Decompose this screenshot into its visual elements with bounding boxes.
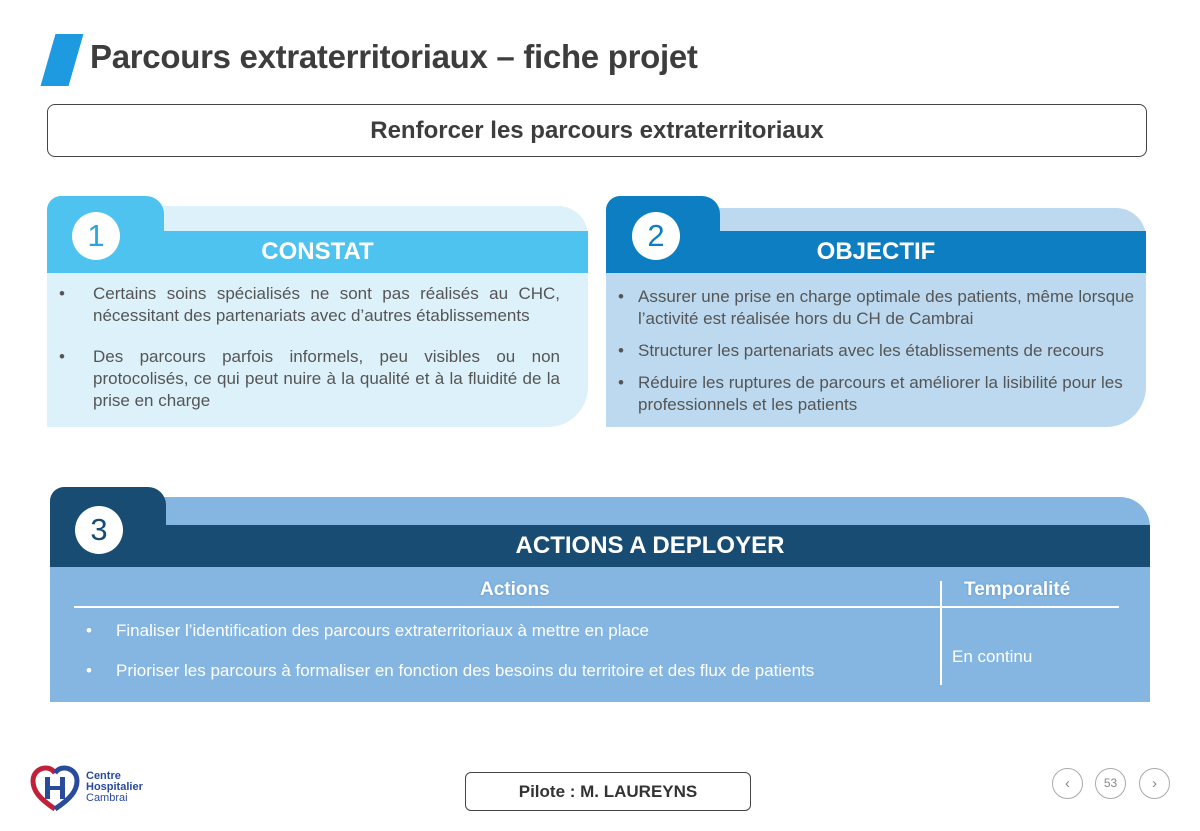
constat-body: [47, 273, 588, 427]
actions-number-badge: 3: [75, 506, 123, 554]
constat-heading: CONSTAT: [261, 238, 374, 265]
temporalite-value: En continu: [952, 647, 1033, 666]
chevron-right-icon: ›: [1152, 775, 1157, 792]
page-title: Parcours extraterritoriaux – fiche projet: [90, 38, 698, 75]
objectif-number-badge: 2: [632, 212, 680, 260]
actions-list: [74, 620, 934, 682]
logo-text-line2: Hospitalier: [86, 781, 143, 793]
actions-header: [50, 525, 1150, 567]
objectif-header: [606, 231, 1146, 273]
pilot-box: Pilote : M. LAUREYNS: [465, 772, 751, 811]
page-number: 53: [1095, 768, 1126, 799]
constat-header: [47, 231, 588, 273]
objectif-item: • Assurer une prise en charge optimale des patients, même lorsque l’activité est réalisée hors du CH de Cambrai: [606, 286, 1136, 330]
logo-text-line1: Centre: [86, 770, 121, 782]
next-page-button[interactable]: [1139, 768, 1170, 799]
actions-heading: ACTIONS A DEPLOYER: [515, 532, 785, 559]
objectif-item: • Structurer les partenariats avec les établissements de recours: [606, 340, 1136, 362]
actions-body: [50, 567, 1150, 702]
constat-item: • Des parcours parfois informels, peu visibles ou non protocolisés, ce qui peut nuire à la qualité et à la fluidité de la prise en charge: [47, 346, 560, 412]
title-accent-bar: [41, 34, 84, 86]
action-item: • Prioriser les parcours à formaliser en fonction des besoins du territoire et des flux de patients: [74, 660, 934, 682]
objectif-item: • Réduire les ruptures de parcours et améliorer la lisibilité pour les professionnels et les patients: [606, 372, 1136, 416]
subtitle-box: Renforcer les parcours extraterritoriaux: [47, 104, 1147, 157]
hospital-logo: [30, 765, 142, 815]
chevron-left-icon: ‹: [1065, 775, 1070, 792]
constat-item: • Certains soins spécialisés ne sont pas réalisés au CHC, nécessitant des partenariats avec d’autres établissements: [47, 283, 560, 327]
objectif-heading: OBJECTIF: [816, 238, 936, 265]
table-column-divider: [940, 581, 942, 685]
constat-number-badge: 1: [72, 212, 120, 260]
previous-page-button[interactable]: [1052, 768, 1083, 799]
temporalite-column-header: Temporalité: [964, 579, 1071, 600]
hospital-logo-icon: [30, 765, 80, 813]
table-header-divider: [74, 606, 1119, 608]
logo-text-line3: Cambrai: [86, 792, 128, 804]
actions-column-header: Actions: [480, 579, 550, 600]
objectif-body: [606, 273, 1146, 427]
action-item: • Finaliser l’identification des parcours extraterritoriaux à mettre en place: [74, 620, 934, 642]
